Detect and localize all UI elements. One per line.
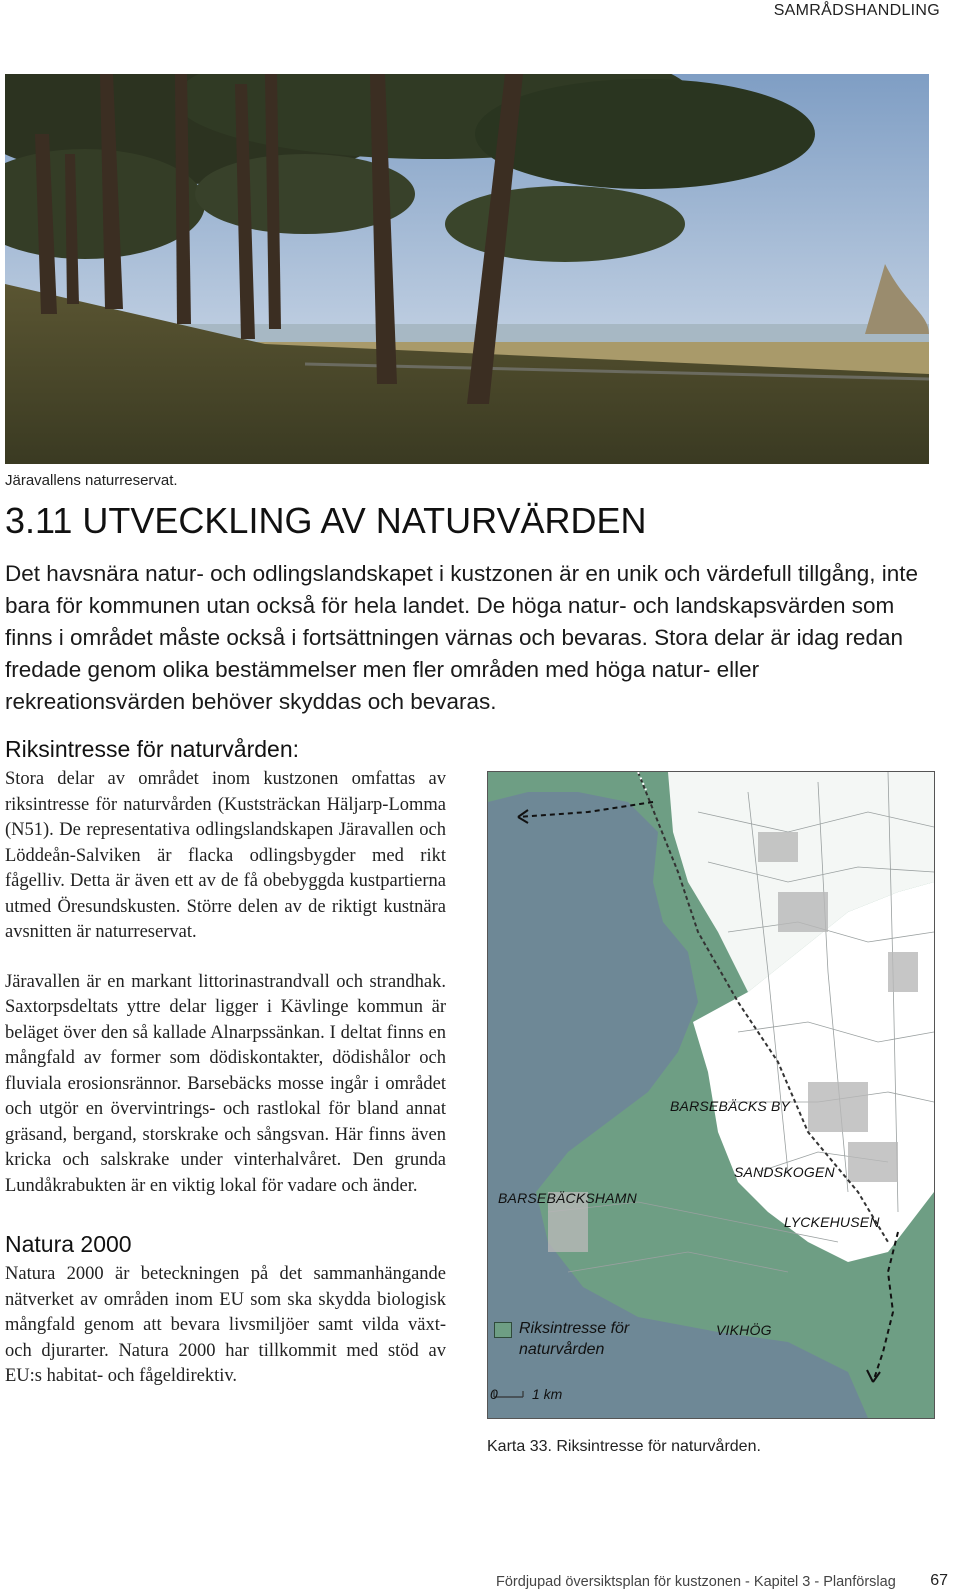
map-label-sandskogen: SANDSKOGEN [734,1164,835,1180]
map-label-lyckehusen: LYCKEHUSEN [784,1214,880,1230]
legend-swatch [494,1322,512,1338]
intro-paragraph: Det havsnära natur- och odlingslandskapet i kustzonen är en unik och värdefull tillgång, inte bara för kommunen utan också för hela landet. De höga natur- och landskapsvärden som finns i området måste också i fortsättningen värnas och bevaras. Stora delar är idag redan fredade genom olika bestämmelser men fler områden med höga natur- eller rekreationsvärden behöver skyddas och bevaras. [5,561,919,714]
riksintresse-paragraph-1: Stora delar av området inom kustzonen omfattas av riksintresse för naturvården (Kuststräckan Häljarp-Lomma (N51). De representativa odlingslandskapen Järavallen och Löddeån-Salviken är flacka odlingsbygder med rikt fågelliv. Detta är även ett av de få obebyggda kustpartierna utmed Öresundskusten. Större delen av de riktigt kustnära avsnitten är naturreservat. [5,769,446,942]
riksintresse-map [487,771,935,1419]
map-label-barsebacks-by: BARSEBÄCKS BY [670,1098,791,1114]
natura-heading: Natura 2000 [5,1231,132,1257]
footer-text: Fördjupad översiktsplan för kustzonen - Kapitel 3 - Planförslag [496,1574,896,1590]
scale-bar-km: 1 km [532,1386,563,1402]
map-label-barsebackshamn: BARSEBÄCKSHAMN [498,1190,637,1206]
page-number: 67 [930,1572,948,1589]
legend-label: Riksintresse för naturvården [519,1320,630,1358]
left-text-column [5,736,446,1390]
document-header-label: SAMRÅDSHANDLING [773,2,940,19]
scale-bar-zero: 0 [490,1386,498,1402]
natura-paragraph: Natura 2000 är beteckningen på det sammanhängande nätverket av områden inom EU som ska skydda biologisk mångfald genom att bevara livsmiljöer samt vilda växt- och djurarter. Natura 2000 har tillkommit med stöd av EU:s habitat- och fågeldirektiv. [5,1264,446,1386]
map-legend [494,1318,684,1378]
photo-caption: Järavallens naturreservat. [5,472,178,489]
map-label-vikhog: VIKHÖG [716,1322,772,1338]
riksintresse-heading: Riksintresse för naturvården: [5,736,300,762]
map-caption: Karta 33. Riksintresse för naturvården. [487,1438,761,1455]
nature-reserve-photo [5,74,929,464]
section-title: 3.11 UTVECKLING AV NATURVÄRDEN [5,500,647,541]
riksintresse-paragraph-2: Järavallen är en markant littorinastrandvall och strandhak. Saxtorpsdeltats yttre delar ligger i Kävlinge kommun är beläget över den så kallade Alnarpssänkan. I deltat finns en mångfald av former som dödiskontakter, dödishålor och fluviala erosionsrännor. Barsebäcks mosse ingår i området och utgör en övervintrings- och rastlokal för bland annat gräsand, bergand, storskrake och sångsvan. Här finns även kricka och salskrake under vinterhalvåret. Den grunda Lundåkrabukten är en viktig lokal för vadare och änder. [5,971,446,1196]
